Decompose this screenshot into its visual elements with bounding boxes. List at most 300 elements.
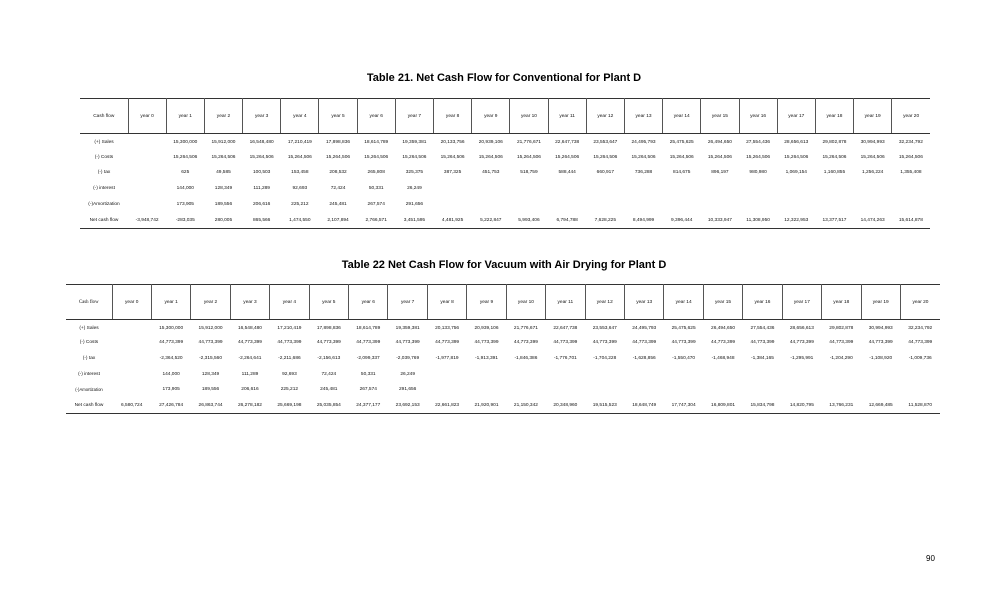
table-cell: 267,574 bbox=[359, 387, 377, 393]
table-cell: 15,912,000 bbox=[198, 326, 223, 332]
sales-row bbox=[80, 134, 930, 150]
table-cell: 15,912,000 bbox=[211, 140, 236, 146]
header-row bbox=[80, 99, 930, 134]
table-cell: 2,766,571 bbox=[357, 212, 395, 228]
table21-cash-flow bbox=[80, 98, 930, 229]
table-cell: 225,212 bbox=[291, 202, 309, 208]
table-cell: 15,834,798 bbox=[743, 397, 782, 413]
row-label: Net cash flow bbox=[66, 397, 112, 413]
table-cell: 92,693 bbox=[282, 371, 297, 377]
table-cell: 17,898,836 bbox=[316, 326, 341, 332]
table-cell bbox=[815, 181, 853, 197]
header-year-14: year 14 bbox=[663, 99, 701, 134]
table-cell bbox=[664, 366, 703, 382]
table-cell: 1,256,224 bbox=[861, 170, 884, 176]
table-cell: 3,451,595 bbox=[395, 212, 433, 228]
table-cell bbox=[586, 181, 624, 197]
table-cell bbox=[854, 181, 892, 197]
header-year-9: year 9 bbox=[472, 99, 510, 134]
table-cell: 17,898,836 bbox=[326, 140, 351, 146]
interest-row bbox=[66, 366, 940, 382]
row-label: (-) tax bbox=[97, 170, 111, 176]
table-cell bbox=[472, 197, 510, 213]
table-cell: 100,503 bbox=[252, 170, 271, 176]
table-cell: 44,773,399 bbox=[356, 340, 381, 346]
table-cell: 25,669,198 bbox=[270, 397, 309, 413]
table-cell: 13,377,517 bbox=[815, 212, 853, 228]
table-cell: 32,234,792 bbox=[908, 326, 933, 332]
table-cell: 291,656 bbox=[405, 202, 424, 208]
amortization-row bbox=[80, 197, 930, 213]
table-cell: 23,692,153 bbox=[388, 397, 427, 413]
table22-cash-flow bbox=[66, 284, 940, 414]
table-cell: 16,548,480 bbox=[249, 140, 274, 146]
table-cell: 2,107,894 bbox=[319, 212, 357, 228]
table-cell: 15,264,506 bbox=[860, 154, 885, 160]
net-cash-flow-row bbox=[66, 397, 940, 413]
table-cell: 15,614,878 bbox=[892, 212, 930, 228]
table-cell: 1,355,408 bbox=[900, 170, 922, 176]
header-year-14: year 14 bbox=[664, 285, 703, 320]
table-cell: 26,249 bbox=[400, 371, 415, 377]
table-cell: 11,308,950 bbox=[739, 212, 777, 228]
table-cell: 5,993,406 bbox=[510, 212, 548, 228]
table-cell: -283,035 bbox=[166, 212, 204, 228]
table-cell: -2,364,520 bbox=[159, 355, 183, 361]
table-cell bbox=[548, 181, 586, 197]
header-year-6: year 6 bbox=[349, 285, 388, 320]
table-cell: 72,424 bbox=[321, 371, 337, 377]
table-cell bbox=[112, 351, 151, 367]
table-cell: -1,108,920 bbox=[869, 355, 893, 361]
table-cell: 18,648,749 bbox=[624, 397, 663, 413]
table-cell: 15,264,506 bbox=[326, 154, 351, 160]
table-cell: 9,396,444 bbox=[663, 212, 701, 228]
header-year-6: year 6 bbox=[357, 99, 395, 134]
table-cell bbox=[822, 366, 861, 382]
table-cell bbox=[663, 181, 701, 197]
header-row bbox=[66, 285, 940, 320]
header-year-1: year 1 bbox=[166, 99, 204, 134]
table-cell: 28,656,613 bbox=[784, 140, 809, 146]
table-cell: 189,556 bbox=[201, 387, 220, 393]
header-year-3: year 3 bbox=[243, 99, 281, 134]
table-cell: 6,580,724 bbox=[112, 397, 151, 413]
table-cell: 15,264,506 bbox=[746, 154, 771, 160]
table-cell: 27,426,784 bbox=[151, 397, 190, 413]
table-cell bbox=[900, 382, 940, 398]
table-cell bbox=[585, 366, 624, 382]
table-cell: 15,300,000 bbox=[173, 140, 198, 146]
header-year-5: year 5 bbox=[319, 99, 357, 134]
table-cell: 18,614,789 bbox=[364, 140, 389, 146]
table-cell bbox=[128, 134, 166, 150]
table-cell: 980,980 bbox=[749, 170, 767, 176]
table-cell: 17,747,304 bbox=[664, 397, 703, 413]
table-cell: 44,773,399 bbox=[829, 340, 854, 346]
table-cell: 153,458 bbox=[291, 170, 309, 176]
header-year-2: year 2 bbox=[191, 285, 230, 320]
table-cell: 245,481 bbox=[320, 387, 338, 393]
table-cell: 26,863,744 bbox=[191, 397, 230, 413]
table-cell: 128,349 bbox=[201, 371, 220, 377]
table-cell bbox=[892, 197, 930, 213]
table-cell: 72,424 bbox=[330, 186, 346, 192]
table-cell: 245,481 bbox=[329, 202, 347, 208]
header-year-11: year 11 bbox=[548, 99, 586, 134]
table-cell: 10,333,947 bbox=[701, 212, 739, 228]
row-label: (-) Costs bbox=[94, 154, 114, 160]
table-cell: 15,264,506 bbox=[784, 154, 809, 160]
table-cell: 1,474,550 bbox=[281, 212, 319, 228]
table-cell: 44,773,399 bbox=[592, 340, 617, 346]
table-cell bbox=[900, 366, 940, 382]
row-label: (-) tax bbox=[82, 355, 96, 361]
table-cell: 23,553,647 bbox=[593, 140, 618, 146]
table-cell: 15,264,506 bbox=[440, 154, 465, 160]
row-label: (-) interest bbox=[93, 186, 115, 192]
table-cell bbox=[739, 181, 777, 197]
header-year-15: year 15 bbox=[701, 99, 739, 134]
table-cell: 12,322,953 bbox=[777, 212, 815, 228]
net-cash-flow-row bbox=[80, 212, 930, 228]
row-label: (-)Amortization bbox=[75, 387, 103, 393]
table-cell: 1,069,154 bbox=[785, 170, 807, 176]
table-cell: 22,647,738 bbox=[553, 326, 578, 332]
table-cell bbox=[861, 366, 900, 382]
table-cell bbox=[624, 181, 662, 197]
table-cell: 21,776,671 bbox=[516, 140, 541, 146]
table-cell bbox=[112, 335, 151, 351]
header-year-11: year 11 bbox=[546, 285, 585, 320]
row-label: (-)Amortization bbox=[88, 202, 120, 208]
table-cell: 22,647,738 bbox=[555, 140, 580, 146]
table-cell: -1,704,228 bbox=[593, 355, 617, 361]
table-cell: -2,264,641 bbox=[238, 355, 262, 361]
table-cell: 24,495,793 bbox=[631, 140, 656, 146]
table-cell: 23,553,647 bbox=[592, 326, 617, 332]
table-cell: 15,264,506 bbox=[631, 154, 656, 160]
table-cell: 19,359,381 bbox=[402, 140, 427, 146]
table-cell bbox=[510, 197, 548, 213]
header-year-10: year 10 bbox=[506, 285, 545, 320]
row-label: (+) Sales bbox=[94, 140, 114, 146]
header-year-19: year 19 bbox=[854, 99, 892, 134]
table-cell: 15,264,506 bbox=[822, 154, 847, 160]
table-cell: 14,820,795 bbox=[782, 397, 821, 413]
table-cell: -1,913,391 bbox=[475, 355, 498, 361]
header-year-12: year 12 bbox=[585, 285, 624, 320]
table-cell bbox=[782, 366, 821, 382]
table-cell: 189,556 bbox=[214, 202, 233, 208]
header-year-20: year 20 bbox=[892, 99, 930, 134]
table-cell: -1,628,856 bbox=[632, 355, 656, 361]
table-cell: 50,331 bbox=[360, 371, 376, 377]
table-cell bbox=[892, 181, 930, 197]
table-cell: 44,773,399 bbox=[553, 340, 578, 346]
table-cell: 44,773,399 bbox=[316, 340, 341, 346]
table-cell: 20,939,106 bbox=[474, 326, 499, 332]
table-cell: 15,264,506 bbox=[555, 154, 580, 160]
table-cell: 21,150,342 bbox=[506, 397, 545, 413]
table-cell: 26,249 bbox=[407, 186, 422, 192]
table-cell: 44,773,399 bbox=[277, 340, 302, 346]
header-year-4: year 4 bbox=[281, 99, 319, 134]
header-year-7: year 7 bbox=[388, 285, 427, 320]
table-cell: 20,133,756 bbox=[435, 326, 460, 332]
header-year-10: year 10 bbox=[510, 99, 548, 134]
table-cell: -2,315,560 bbox=[199, 355, 223, 361]
table-cell bbox=[703, 382, 742, 398]
table-cell bbox=[506, 382, 545, 398]
header-year-1: year 1 bbox=[151, 285, 190, 320]
table-cell: 16,548,480 bbox=[237, 326, 262, 332]
table-cell bbox=[777, 181, 815, 197]
table-cell: 44,773,399 bbox=[198, 340, 223, 346]
table-cell: 15,264,506 bbox=[593, 154, 618, 160]
table-cell: 21,920,901 bbox=[467, 397, 506, 413]
table-cell: 8,494,999 bbox=[624, 212, 662, 228]
table-cell: -2,211,686 bbox=[278, 355, 301, 361]
table-cell: 25,035,854 bbox=[309, 397, 348, 413]
table-cell: -3,948,742 bbox=[128, 212, 166, 228]
table-cell: 18,614,789 bbox=[356, 326, 381, 332]
table-cell: 15,264,506 bbox=[707, 154, 732, 160]
header-year-17: year 17 bbox=[777, 99, 815, 134]
table-cell: -1,846,386 bbox=[514, 355, 538, 361]
table-cell: 44,773,399 bbox=[711, 340, 736, 346]
table-cell bbox=[854, 197, 892, 213]
table-cell: 17,210,419 bbox=[277, 326, 302, 332]
table-cell bbox=[427, 382, 466, 398]
table-cell: 11,528,870 bbox=[900, 397, 940, 413]
header-year-20: year 20 bbox=[900, 285, 940, 320]
table-cell bbox=[128, 149, 166, 165]
table-cell: 20,348,960 bbox=[546, 397, 585, 413]
table-cell bbox=[743, 382, 782, 398]
header-year-8: year 8 bbox=[434, 99, 472, 134]
table-cell: 25,475,625 bbox=[671, 326, 696, 332]
amortization-row bbox=[66, 382, 940, 398]
header-year-18: year 18 bbox=[815, 99, 853, 134]
table-cell: -1,468,948 bbox=[711, 355, 735, 361]
table-cell bbox=[112, 320, 151, 336]
table22-title: Table 22 Net Cash Flow for Vacuum with Air Drying for Plant D bbox=[341, 259, 667, 271]
header-year-16: year 16 bbox=[743, 285, 782, 320]
table-cell bbox=[427, 366, 466, 382]
row-label: Net cash flow bbox=[80, 212, 128, 228]
table-cell: 44,773,399 bbox=[632, 340, 657, 346]
table-cell bbox=[546, 366, 585, 382]
table-cell: 267,574 bbox=[367, 202, 385, 208]
header-year-4: year 4 bbox=[270, 285, 309, 320]
table-cell: 49,585 bbox=[216, 170, 231, 176]
header-year-19: year 19 bbox=[861, 285, 900, 320]
table-cell bbox=[585, 382, 624, 398]
table-cell: 29,802,878 bbox=[829, 326, 854, 332]
table-cell: 660,917 bbox=[596, 170, 615, 176]
table-cell: -2,099,337 bbox=[356, 355, 380, 361]
table-cell: 15,264,506 bbox=[287, 154, 312, 160]
table-cell: 44,773,399 bbox=[671, 340, 696, 346]
table-cell: 24,495,793 bbox=[632, 326, 657, 332]
table-cell: 44,773,399 bbox=[159, 340, 184, 346]
row-label: (-) interest bbox=[78, 371, 100, 377]
header-year-2: year 2 bbox=[204, 99, 242, 134]
sales-row bbox=[66, 320, 940, 336]
table-cell bbox=[815, 197, 853, 213]
table-cell: 19,515,523 bbox=[585, 397, 624, 413]
table-cell: 20,133,756 bbox=[440, 140, 465, 146]
table-cell: 736,288 bbox=[634, 170, 653, 176]
table-cell: 30,994,993 bbox=[860, 140, 885, 146]
table-cell: 206,616 bbox=[252, 202, 271, 208]
table-cell: 44,773,399 bbox=[395, 340, 420, 346]
table-cell bbox=[112, 382, 151, 398]
table-cell bbox=[861, 382, 900, 398]
table-cell: 27,554,436 bbox=[746, 140, 771, 146]
table-cell: -1,204,290 bbox=[829, 355, 853, 361]
row-label: (+) Sales bbox=[79, 326, 99, 332]
table-cell: 4,481,925 bbox=[434, 212, 472, 228]
header-year-7: year 7 bbox=[395, 99, 433, 134]
tax-row bbox=[80, 165, 930, 181]
table-cell: 111,289 bbox=[253, 186, 270, 192]
table-cell: 814,675 bbox=[673, 170, 691, 176]
table-cell: 144,000 bbox=[176, 186, 194, 192]
table-cell: 111,289 bbox=[241, 371, 259, 377]
table-cell: 14,474,263 bbox=[854, 212, 892, 228]
table-cell: 44,773,399 bbox=[237, 340, 262, 346]
header-year-5: year 5 bbox=[309, 285, 348, 320]
table-cell: 625 bbox=[181, 170, 190, 176]
table-cell: 27,554,436 bbox=[750, 326, 775, 332]
table-cell: 15,264,506 bbox=[211, 154, 236, 160]
table-cell: 15,264,506 bbox=[898, 154, 923, 160]
table-cell: 44,773,399 bbox=[789, 340, 814, 346]
table-cell: 15,264,506 bbox=[249, 154, 274, 160]
header-year-0: year 0 bbox=[128, 99, 166, 134]
table-cell bbox=[128, 181, 166, 197]
header-year-13: year 13 bbox=[624, 99, 662, 134]
table-cell bbox=[664, 382, 703, 398]
table-cell: 15,264,506 bbox=[516, 154, 541, 160]
table-cell: 265,808 bbox=[367, 170, 385, 176]
table-cell: 1,160,855 bbox=[823, 170, 846, 176]
table-cell: 28,656,613 bbox=[789, 326, 814, 332]
table-cell: 6,794,788 bbox=[548, 212, 586, 228]
table-cell bbox=[663, 197, 701, 213]
table-cell: 865,566 bbox=[243, 212, 281, 228]
header-year-3: year 3 bbox=[230, 285, 269, 320]
header-year-0: year 0 bbox=[112, 285, 151, 320]
table-cell: -2,039,769 bbox=[396, 355, 420, 361]
table-cell: 32,234,792 bbox=[898, 140, 923, 146]
table-cell bbox=[467, 382, 506, 398]
table-cell: 173,905 bbox=[162, 387, 180, 393]
table-cell: 24,377,177 bbox=[349, 397, 388, 413]
table-cell: 26,494,650 bbox=[711, 326, 736, 332]
table-cell bbox=[434, 181, 472, 197]
header-cash-flow: Cash flow bbox=[66, 285, 112, 320]
table-cell: 22,661,823 bbox=[427, 397, 466, 413]
table-cell: 44,773,399 bbox=[750, 340, 775, 346]
table-cell: 17,210,419 bbox=[287, 140, 312, 146]
table-cell: 16,809,801 bbox=[703, 397, 742, 413]
table-cell bbox=[112, 366, 151, 382]
table-cell bbox=[624, 366, 663, 382]
table-cell: 44,773,399 bbox=[908, 340, 933, 346]
header-year-8: year 8 bbox=[427, 285, 466, 320]
table-cell: -1,977,819 bbox=[435, 355, 459, 361]
table-cell bbox=[822, 382, 861, 398]
table-cell: 13,766,231 bbox=[822, 397, 861, 413]
table-cell: -1,776,701 bbox=[553, 355, 577, 361]
table-cell: 44,773,399 bbox=[435, 340, 460, 346]
table-cell: 21,776,671 bbox=[513, 326, 538, 332]
table-cell bbox=[782, 382, 821, 398]
table-cell: 44,773,399 bbox=[474, 340, 499, 346]
table-cell bbox=[624, 197, 662, 213]
header-year-17: year 17 bbox=[782, 285, 821, 320]
table-cell: -2,156,613 bbox=[317, 355, 341, 361]
table-cell: 518,759 bbox=[520, 170, 538, 176]
header-year-15: year 15 bbox=[703, 285, 742, 320]
table-cell bbox=[739, 197, 777, 213]
header-cash-flow: Cash flow bbox=[80, 99, 128, 134]
table-cell: -1,384,165 bbox=[750, 355, 774, 361]
table-cell: -1,009,736 bbox=[908, 355, 932, 361]
table-cell: 15,264,506 bbox=[669, 154, 694, 160]
table-cell: 15,264,506 bbox=[364, 154, 389, 160]
costs-row bbox=[80, 149, 930, 165]
table-cell bbox=[743, 366, 782, 382]
table-cell bbox=[434, 197, 472, 213]
table-cell bbox=[510, 181, 548, 197]
table-cell: 15,264,506 bbox=[173, 154, 198, 160]
header-year-9: year 9 bbox=[467, 285, 506, 320]
table-cell: 7,628,225 bbox=[586, 212, 624, 228]
page-number: 90 bbox=[926, 554, 935, 563]
table-cell: 208,532 bbox=[329, 170, 347, 176]
table-cell: 128,349 bbox=[214, 186, 233, 192]
table-cell: 291,656 bbox=[398, 387, 417, 393]
table-cell bbox=[506, 366, 545, 382]
table-cell: 92,693 bbox=[292, 186, 308, 192]
table-cell bbox=[128, 197, 166, 213]
table-cell: 225,212 bbox=[280, 387, 299, 393]
table-cell bbox=[467, 366, 506, 382]
table-cell bbox=[703, 366, 742, 382]
table-cell: 896,197 bbox=[711, 170, 729, 176]
table-cell: -1,550,470 bbox=[672, 355, 696, 361]
table-cell bbox=[548, 197, 586, 213]
table-cell: 15,264,506 bbox=[402, 154, 427, 160]
table-cell: 173,905 bbox=[176, 202, 194, 208]
table-cell: 280,005 bbox=[204, 212, 242, 228]
table-cell: 5,222,847 bbox=[472, 212, 510, 228]
table-cell: 20,939,106 bbox=[478, 140, 503, 146]
table-cell: 44,773,399 bbox=[513, 340, 538, 346]
table-cell: 30,994,993 bbox=[868, 326, 893, 332]
table-cell: 15,264,506 bbox=[478, 154, 503, 160]
table-cell bbox=[472, 181, 510, 197]
table-cell: 26,278,182 bbox=[230, 397, 269, 413]
table-cell: 588,444 bbox=[558, 170, 576, 176]
table-cell: 26,494,650 bbox=[707, 140, 732, 146]
row-label: (-) Costs bbox=[79, 340, 99, 346]
interest-row bbox=[80, 181, 930, 197]
